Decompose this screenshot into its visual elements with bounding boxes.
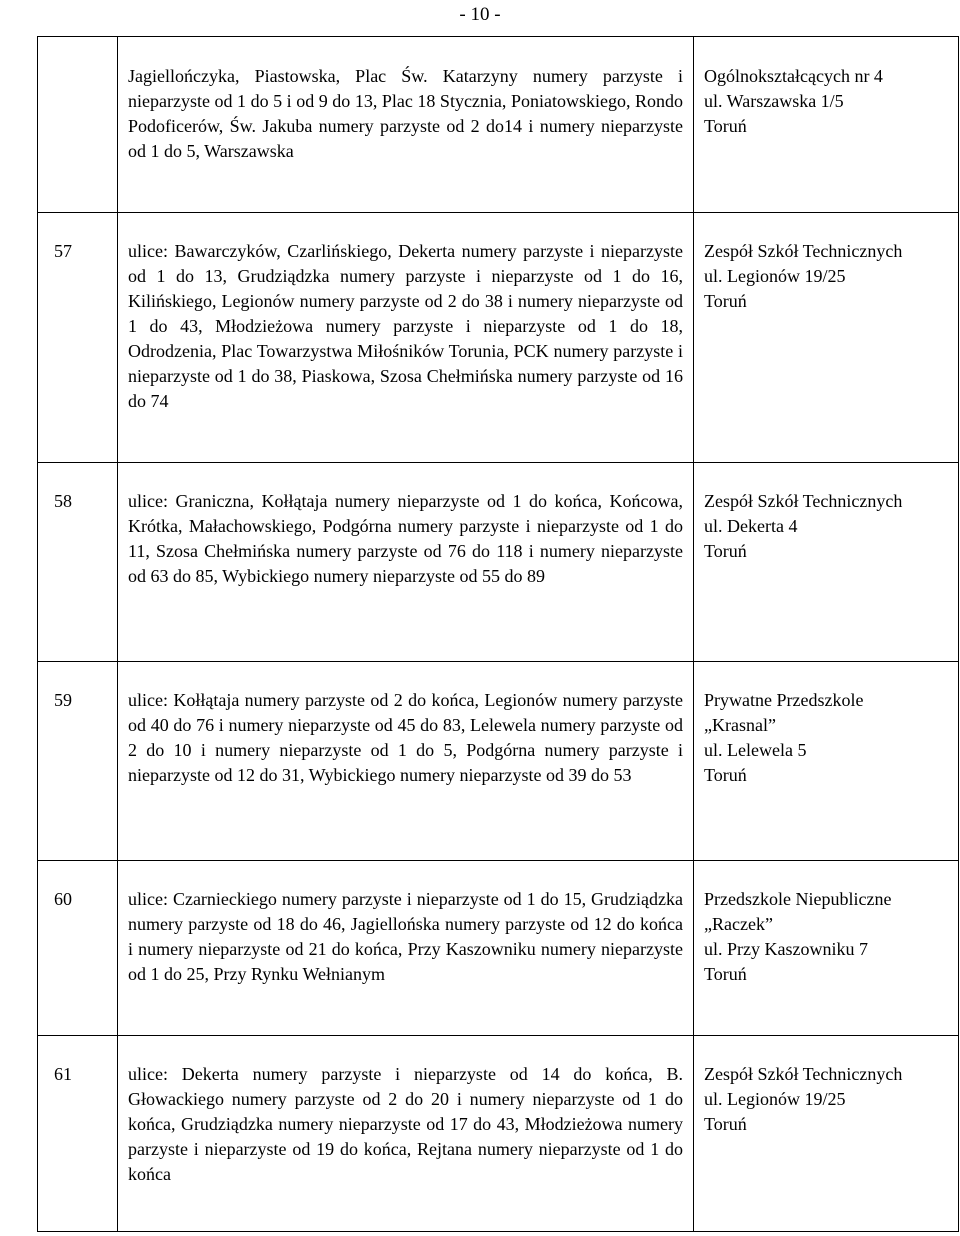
street-list: ulice: Dekerta numery parzyste i nieparzyste od 14 do końca, B. Głowackiego numery parzyste od 2 do 20 i numery nieparzyste od 1 do końca, Grudziądzka numery nieparzyste od 17 do 43, Młodzieżowa numery parzyste i nieparzyste od 19 do końca, Rejtana numery nieparzyste od 1 do końca <box>118 1036 694 1232</box>
row-number: 58 <box>38 463 118 662</box>
school-name: Zespół Szkół Technicznych <box>704 491 903 511</box>
page-number: - 10 - <box>459 4 501 25</box>
school-street: ul. Dekerta 4 <box>704 516 798 536</box>
school-address <box>694 662 959 861</box>
street-list: ulice: Bawarczyków, Czarlińskiego, Dekerta numery parzyste i nieparzyste od 1 do 13, Grudziądzka numery parzyste i nieparzyste od 1 do 16, Kilińskiego, Legionów numery parzyste od 2 do 38 i numery nieparzyste od 1 do 43, Młodzieżowa numery parzyste i nieparzyste od 1 do 18, Odrodzenia, Plac Towarzystwa Miłośników Torunia, PCK numery parzyste i nieparzyste od 1 do 38, Piaskowa, Szosa Chełmińska numery parzyste od 16 do 74 <box>118 213 694 463</box>
row-number: 57 <box>38 213 118 463</box>
table-row <box>38 662 959 861</box>
street-list: ulice: Czarnieckiego numery parzyste i nieparzyste od 1 do 15, Grudziądzka numery parzyste od 18 do 46, Jagiellońska numery parzyste od 12 do końca i numery nieparzyste od 21 do końca, Przy Kaszowniku numery nieparzyste od 1 do 25, Przy Rynku Wełnianym <box>118 861 694 1036</box>
table-row <box>38 1036 959 1232</box>
school-street: ul. Przy Kaszowniku 7 <box>704 939 868 959</box>
school-nickname: „Krasnal” <box>704 715 776 735</box>
school-street: ul. Legionów 19/25 <box>704 1089 846 1109</box>
table-row <box>38 861 959 1036</box>
school-address <box>694 463 959 662</box>
school-name: Zespół Szkół Technicznych <box>704 241 903 261</box>
school-address <box>694 861 959 1036</box>
school-street: ul. Lelewela 5 <box>704 740 807 760</box>
table-row <box>38 213 959 463</box>
school-city: Toruń <box>704 291 747 311</box>
school-address <box>694 37 959 213</box>
school-address <box>694 1036 959 1232</box>
street-list: Jagiellończyka, Piastowska, Plac Św. Katarzyny numery parzyste i nieparzyste od 1 do 5 i od 9 do 13, Plac 18 Stycznia, Poniatowskiego, Rondo Podoficerów, Św. Jakuba numery parzyste od 2 do14 i numery nieparzyste od 1 do 5, Warszawska <box>118 37 694 213</box>
street-list: ulice: Graniczna, Kołłątaja numery nieparzyste od 1 do końca, Końcowa, Krótka, Małachowskiego, Podgórna numery parzyste i nieparzyste od 1 do 11, Szosa Chełmińska numery parzyste od 76 do 118 i numery nieparzyste od 63 do 85, Wybickiego numery nieparzyste od 55 do 89 <box>118 463 694 662</box>
row-number: 61 <box>38 1036 118 1232</box>
school-city: Toruń <box>704 116 747 136</box>
school-nickname: „Raczek” <box>704 914 773 934</box>
school-name: Ogólnokształcących nr 4 <box>704 66 883 86</box>
street-list: ulice: Kołłątaja numery parzyste od 2 do końca, Legionów numery parzyste od 40 do 76 i numery nieparzyste od 45 do 83, Lelewela numery parzyste od 2 do 10 i numery nieparzyste od 1 do 5, Podgórna numery parzyste i nieparzyste od 12 do 31, Wybickiego numery nieparzyste od 39 do 53 <box>118 662 694 861</box>
school-address <box>694 213 959 463</box>
school-name: Prywatne Przedszkole <box>704 690 864 710</box>
school-city: Toruń <box>704 765 747 785</box>
row-number: 59 <box>38 662 118 861</box>
school-name: Przedszkole Niepubliczne <box>704 889 892 909</box>
school-street: ul. Warszawska 1/5 <box>704 91 844 111</box>
table-row <box>38 37 959 213</box>
district-table <box>37 36 959 1232</box>
school-city: Toruń <box>704 541 747 561</box>
row-number <box>38 37 118 213</box>
school-city: Toruń <box>704 1114 747 1134</box>
school-name: Zespół Szkół Technicznych <box>704 1064 903 1084</box>
table-row <box>38 463 959 662</box>
row-number: 60 <box>38 861 118 1036</box>
school-city: Toruń <box>704 964 747 984</box>
school-street: ul. Legionów 19/25 <box>704 266 846 286</box>
